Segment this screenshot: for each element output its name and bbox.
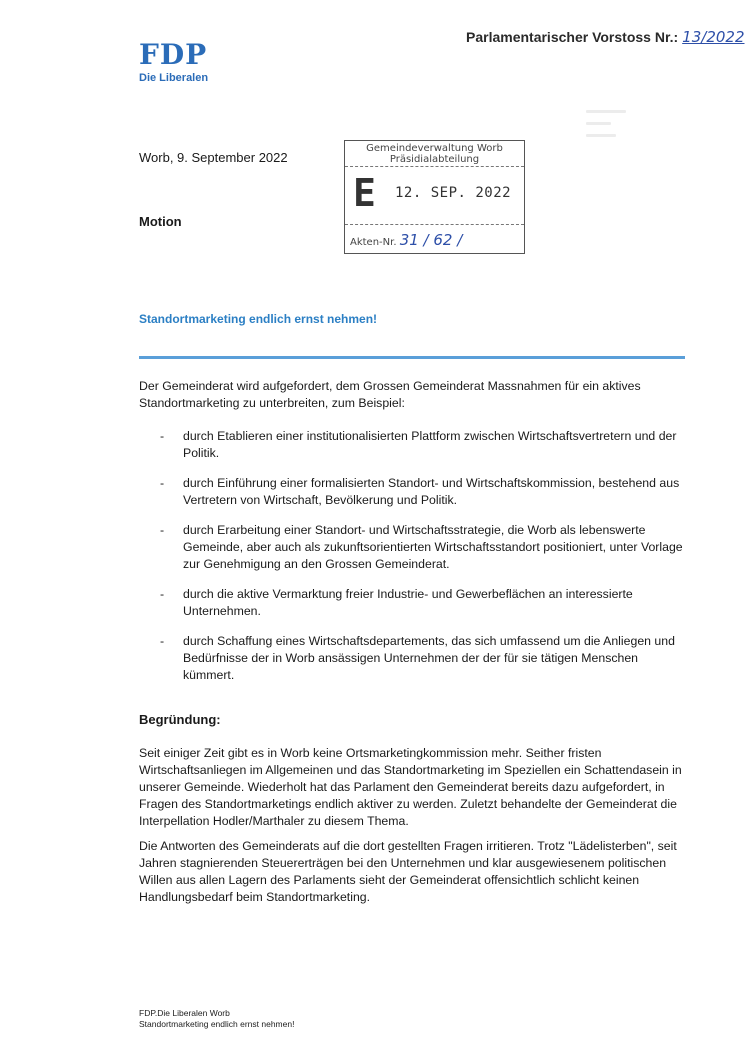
list-marker: - bbox=[160, 476, 165, 490]
list-item bbox=[139, 428, 685, 462]
reasoning-paragraph: Die Antworten des Gemeinderats auf die dort gestellten Fragen irritieren. Trotz "Lädelisterben", seit Jahren stagnierenden Steuererträgen bei den Unternehmen und klar ausgewiesenem politischen Willen aus allen Lagern des Parlaments sieht der Gemeinderat offensichtlich schlicht keinen Handlungsbedarf beim Standortmarketing. bbox=[139, 839, 677, 904]
reference-label: Parlamentarischer Vorstoss Nr.: bbox=[466, 29, 679, 45]
footer-line1: FDP.Die Liberalen Worb bbox=[139, 1008, 230, 1018]
stamp-letter: E bbox=[353, 171, 376, 215]
show-through-text bbox=[586, 110, 686, 146]
receipt-stamp bbox=[344, 140, 525, 254]
stamp-line2: Präsidialabteilung bbox=[389, 154, 480, 165]
logo-mark: FDP bbox=[139, 38, 208, 71]
place-date: Worb, 9. September 2022 bbox=[139, 150, 288, 165]
list-item-text: durch Einführung einer formalisierten Standort- und Wirtschaftskommission, bestehend aus Vertretern von Wirtschaft, Bevölkerung und Politik. bbox=[183, 476, 680, 507]
intro-paragraph: Der Gemeinderat wird aufgefordert, dem Grossen Gemeinderat Massnahmen für ein aktives Standortmarketing zu unterbreiten, zum Beispiel: bbox=[139, 379, 641, 410]
list-item bbox=[139, 475, 685, 509]
stamp-date: 12. SEP. 2022 bbox=[395, 185, 512, 201]
stamp-file bbox=[345, 225, 524, 249]
list-item-text: durch die aktive Vermarktung freier Industrie- und Gewerbeflächen an interessierte Unternehmen. bbox=[183, 587, 633, 618]
stamp-line1: Gemeindeverwaltung Worb bbox=[366, 143, 503, 154]
subject-title: Standortmarketing endlich ernst nehmen! bbox=[139, 312, 378, 326]
stamp-body bbox=[345, 167, 524, 225]
list-marker: - bbox=[160, 523, 165, 537]
fdp-logo bbox=[139, 40, 208, 84]
list-item bbox=[139, 633, 685, 684]
list-item bbox=[139, 522, 685, 573]
measures-list bbox=[139, 428, 685, 697]
title-rule bbox=[139, 356, 685, 359]
reference-number: 13/2022 bbox=[682, 28, 745, 46]
list-item-text: durch Etablieren einer institutionalisierten Plattform zwischen Wirtschaftsvertretern und der Politik. bbox=[183, 429, 677, 460]
list-item-text: durch Erarbeitung einer Standort- und Wirtschaftsstrategie, die Worb als lebenswerte Gemeinde, aber auch als zukunftsorientierten Wirtschaftsstandort positioniert, unter Vorlage zur Genehmigung an den Grossen Gemeinderat. bbox=[183, 523, 683, 571]
stamp-file-number: 31 / 62 / bbox=[399, 231, 463, 249]
list-marker: - bbox=[160, 587, 165, 601]
document-type: Motion bbox=[139, 214, 182, 229]
parliamentary-reference bbox=[466, 28, 745, 46]
footer-line2: Standortmarketing endlich ernst nehmen! bbox=[139, 1019, 295, 1029]
logo-subtitle: Die Liberalen bbox=[139, 72, 209, 84]
reasoning-paragraph: Seit einiger Zeit gibt es in Worb keine Ortsmarketingkommission mehr. Seither fristen Wirtschaftsanliegen im Allgemeinen und das Standortmarketing im Speziellen ein Schattendasein in unserer Gemeinde. Wiederholt hat das Parlament den Gemeinderat bereits dazu aufgefordert, in Fragen des Standortmarketings endlich aktiver zu werden. Zuletzt behandelte der Gemeinderat die Interpellation Hodler/Marthaler zu diesem Thema. bbox=[139, 746, 682, 828]
reasoning-heading: Begründung: bbox=[139, 712, 221, 727]
list-marker: - bbox=[160, 634, 165, 648]
list-item bbox=[139, 586, 685, 620]
list-marker: - bbox=[160, 429, 165, 443]
list-item-text: durch Schaffung eines Wirtschaftsdepartements, das sich umfassend um die Anliegen und Bedürfnisse der in Worb ansässigen Unternehmen der der für sie tätigen Menschen kümmert. bbox=[183, 634, 675, 682]
page-footer bbox=[139, 1008, 294, 1030]
stamp-header bbox=[345, 141, 524, 167]
stamp-file-label: Akten-Nr. bbox=[350, 237, 397, 248]
